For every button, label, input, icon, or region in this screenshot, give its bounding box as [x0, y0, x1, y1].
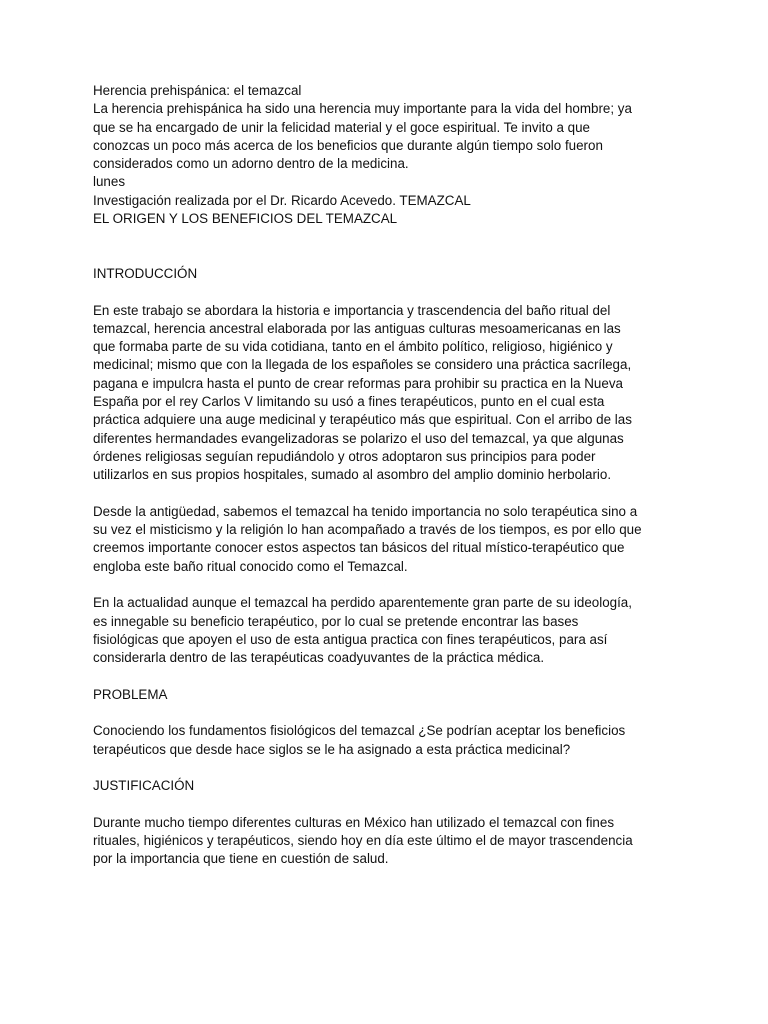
paragraph-line: fisiológicas que apoyen el uso de esta antigua practica con fines terapéuticos, para así	[93, 631, 608, 647]
paragraph-line: pagana e impulcra hasta el punto de crear reformas para prohibir su practica en la Nueva	[93, 375, 623, 391]
paragraph-line: utilizarlos en sus propios hospitales, sumado al asombro del amplio dominio herbolario.	[93, 467, 612, 483]
paragraph-line: En este trabajo se abordara la historia e importancia y trascendencia del baño ritual del	[93, 302, 611, 318]
paragraph-line: es innegable su beneficio terapéutico, por lo cual se pretende encontrar las bases	[93, 613, 579, 629]
document-page	[93, 82, 693, 869]
header-text-line: La herencia prehispánica ha sido una herencia muy importante para la vida del hombre; ya	[93, 101, 632, 117]
justificacion-heading: JUSTIFICACIÓN	[93, 778, 195, 794]
author-line: Investigación realizada por el Dr. Ricardo Acevedo. TEMAZCAL	[93, 192, 471, 208]
document-header	[93, 82, 693, 228]
header-text-line: que se ha encargado de unir la felicidad material y el goce espiritual. Te invito a que	[93, 119, 591, 135]
paragraph-line: por la importancia que tiene en cuestión de salud.	[93, 851, 389, 867]
document-title: Herencia prehispánica: el temazcal	[93, 83, 302, 98]
header-text-line: considerados como un adorno dentro de la medicina.	[93, 156, 409, 172]
paragraph-line: que formaba parte de su vida cotidiana, tanto en el ámbito político, religioso, higiénico y	[93, 339, 613, 355]
section-title: EL ORIGEN Y LOS BENEFICIOS DEL TEMAZCAL	[93, 211, 398, 227]
introduccion-paragraph-3	[93, 594, 693, 667]
paragraph-line: creemos importante conocer estos aspectos tan básicos del ritual místico-terapéutico que	[93, 540, 625, 556]
paragraph-line: temazcal, herencia ancestral elaborada por las antiguas culturas mesoamericanas en las	[93, 320, 621, 336]
paragraph-line: práctica adquiere una auge medicinal y terapéutico más que espiritual. Con el arribo de las	[93, 412, 632, 428]
problema-heading: PROBLEMA	[93, 686, 168, 702]
paragraph-line: Conociendo los fundamentos fisiológicos del temazcal ¿Se podrían aceptar los beneficios	[93, 723, 626, 739]
introduccion-paragraph-1	[93, 302, 693, 485]
justificacion-paragraph	[93, 814, 693, 869]
paragraph-line: engloba este baño ritual conocido como el Temazcal.	[93, 558, 408, 574]
paragraph-line: considerarla dentro de las terapéuticas coadyuvantes de la práctica médica.	[93, 650, 545, 666]
paragraph-line: En la actualidad aunque el temazcal ha perdido aparentemente gran parte de su ideología,	[93, 595, 632, 611]
introduccion-heading: INTRODUCCIÓN	[93, 265, 198, 281]
introduccion-paragraph-2	[93, 503, 693, 576]
paragraph-line: Durante mucho tiempo diferentes culturas en México han utilizado el temazcal con fines	[93, 814, 615, 830]
paragraph-line: Desde la antigüedad, sabemos el temazcal ha tenido importancia no solo terapéutica sino a	[93, 503, 638, 519]
paragraph-line: diferentes hermandades evangelizadoras se polarizo el uso del temazcal, ya que algunas	[93, 430, 624, 446]
paragraph-line: terapéuticos que desde hace siglos se le ha asignado a esta práctica medicinal?	[93, 741, 571, 757]
paragraph-line: España por el rey Carlos V limitando su usó a fines terapéuticos, punto en el cual esta	[93, 394, 605, 410]
header-text-line: conozcas un poco más acerca de los beneficios que durante algún tiempo solo fueron	[93, 137, 603, 153]
paragraph-line: órdenes religiosas seguían repudiándolo y otros adoptaron sus principios para poder	[93, 448, 596, 464]
paragraph-line: su vez el misticismo y la religión lo han acompañado a través de los tiempos, es por ello que	[93, 522, 642, 538]
post-day-label: lunes	[93, 174, 126, 190]
paragraph-line: rituales, higiénicos y terapéuticos, siendo hoy en día este último el de mayor trascendencia	[93, 833, 633, 849]
paragraph-line: medicinal; mismo que con la llegada de los españoles se considero una práctica sacrílega,	[93, 357, 632, 373]
problema-paragraph	[93, 722, 693, 759]
